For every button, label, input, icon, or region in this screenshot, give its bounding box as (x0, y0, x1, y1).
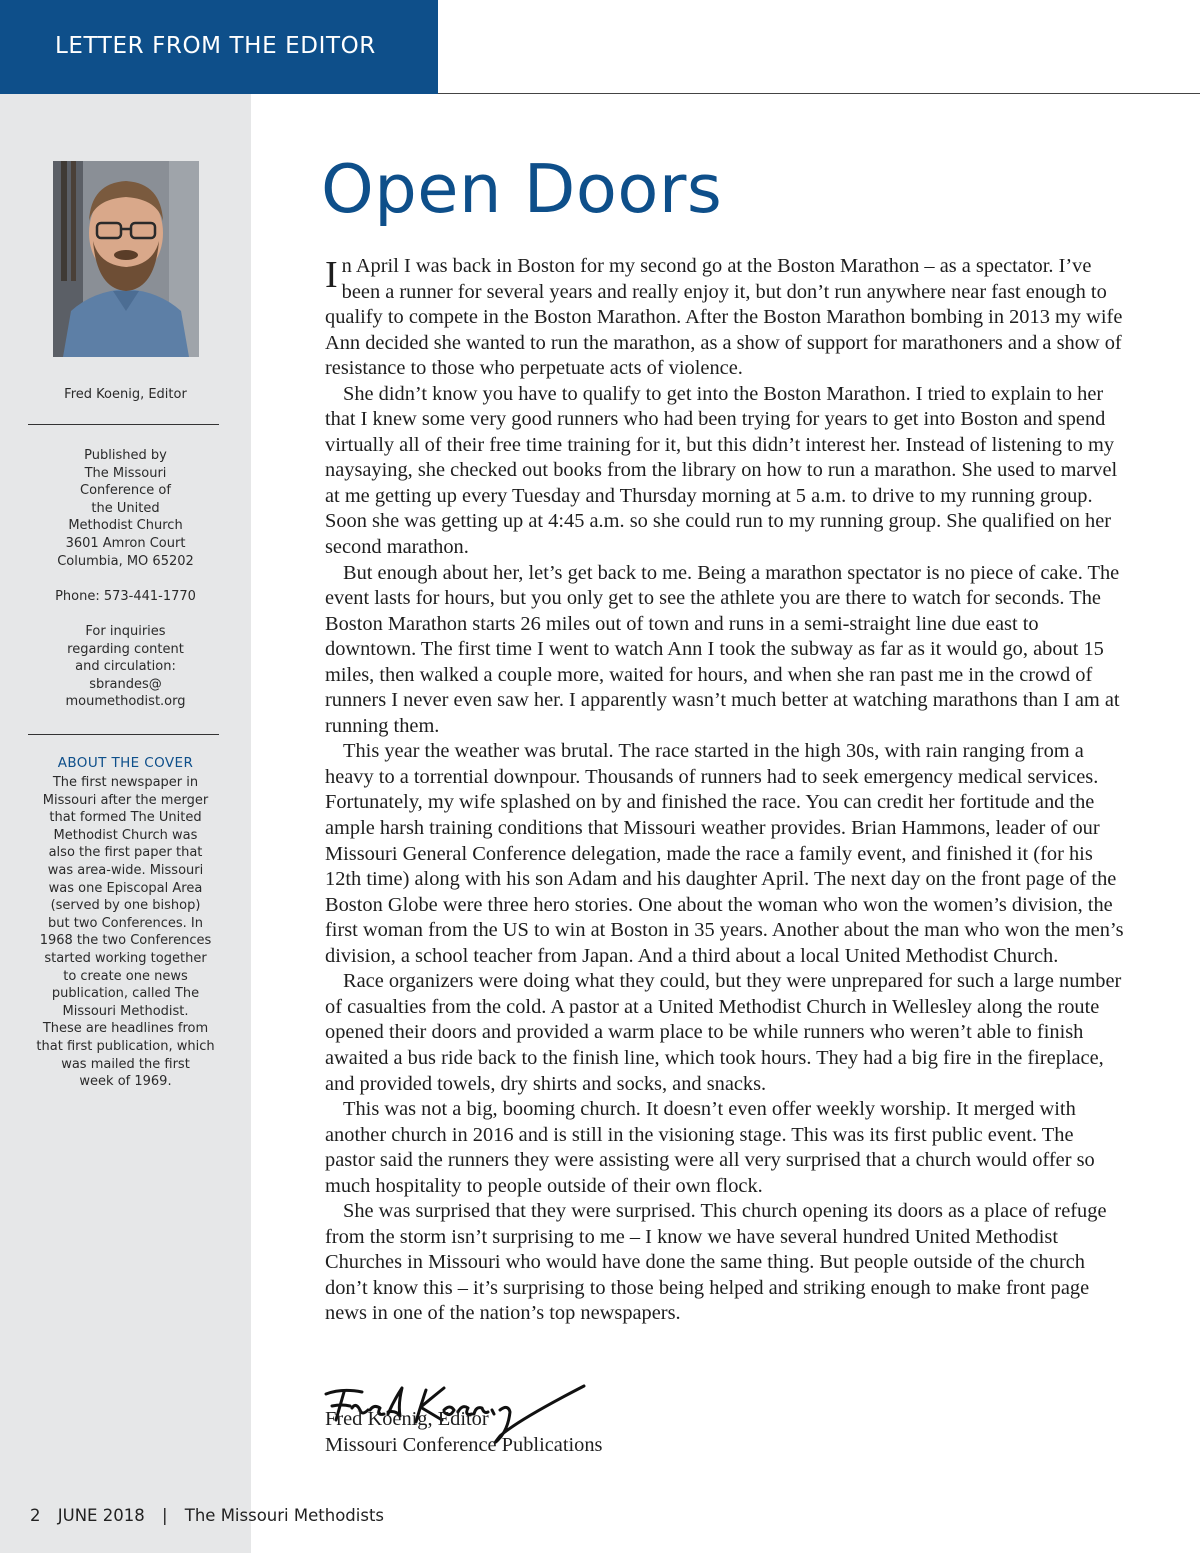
cover-line: also the first paper that (48, 845, 203, 861)
page-number: 2 (30, 1506, 41, 1525)
cover-line: that formed The United (49, 810, 202, 826)
cover-line: but two Conferences. In (48, 915, 203, 931)
cover-line: These are headlines from (42, 1021, 209, 1037)
inquiry-email-line: moumethodist.org (65, 694, 186, 710)
publisher-line: Methodist Church (68, 518, 183, 534)
phone-number: Phone: 573-441-1770 (55, 588, 196, 604)
cover-line: Methodist Church was (53, 827, 198, 843)
cover-line: started working together (44, 950, 207, 966)
article-body (325, 254, 1125, 1327)
header-rule (438, 93, 1200, 94)
article-paragraph: This was not a big, booming church. It doesn’t even offer weekly worship. It merged with another church in 2016 and is still in the visioning stage. This was its first public event. The pastor said the runners they were assisting were all very surprised that a church would offer so much hospitality to people outside of their own flock. (325, 1098, 1095, 1197)
publisher-line: Published by (84, 448, 167, 463)
inquiry-email-line: sbrandes@ (89, 676, 162, 692)
cover-line: The first newspaper in (52, 775, 199, 790)
section-header-band (0, 0, 438, 94)
cover-line: Missouri after the merger (42, 792, 209, 808)
article-paragraph: She was surprised that they were surprised. This church opening its doors as a place of refuge from the storm isn’t surprising to me – I know we have several hundred United Methodist Churches in Missouri who would have done the same thing. But people outside of the church don’t know this – it’s surprising to those being helped and striking enough to make front page news in one of the nation’s top newspapers. (325, 1200, 1107, 1325)
article-paragraph: Race organizers were doing what they could, but they were unprepared for such a large number of casualties from the cold. A pastor at a United Methodist Church in Wellesley along the route opened their doors and provided a warm place to be while runners who weren’t able to finish awaited a bus ride back to the finish line, which took hours. They had a big fire in the fireplace, and provided towels, dry shirts and socks, and snacks. (325, 970, 1122, 1095)
article-paragraph: This year the weather was brutal. The race started in the high 30s, with rain ranging from a heavy to a torrential downpour. Thousands of runners had to seek emergency medical services. Fortunately, my wife splashed on by and finished the race. You can credit her fortitude and the ample harsh training conditions that Missouri weather provides. Brian Hammons, leader of our Missouri General Conference delegation, made the race a family event, and finished it (for his 12th time) along with his son Adam and his daughter April. The next day on the front page of the Boston Globe were three hero stories. One about the woman who won the women’s division, the first woman from the US to win at Boston in 35 years. Another about the man who won the men’s division, a school teacher from Japan. And a third about a local United Methodist Church. (325, 740, 1124, 967)
inquiry-line: and circulation: (75, 659, 176, 675)
publication-name: The Missouri Methodists (184, 1506, 385, 1525)
section-label: LETTER FROM THE EDITOR (55, 33, 376, 59)
publisher-line: Columbia, MO 65202 (57, 553, 194, 569)
inquiry-line: For inquiries (85, 623, 166, 639)
issue-date: JUNE 2018 (57, 1506, 145, 1525)
article-paragraph (325, 254, 1125, 382)
cover-line: to create one news (63, 968, 188, 984)
cover-line: Missouri Methodist. (62, 1003, 189, 1019)
page-footer (30, 1506, 396, 1525)
cover-line: was mailed the first (61, 1056, 190, 1072)
publisher-line: the United (91, 500, 160, 516)
cover-line: (served by one bishop) (50, 898, 201, 914)
cover-line: 1968 the two Conferences (39, 933, 212, 949)
sidebar-divider (28, 424, 219, 425)
inquiry-line: regarding content (67, 641, 184, 657)
article-paragraph: But enough about her, let’s get back to me. Being a marathon spectator is no piece of cake. The event lasts for hours, but you only get to see the athlete you are there to watch for seconds. The Boston Marathon starts 26 miles out of town and runs in a semi-straight line due east to downtown. The first time I went to watch Ann I took the subway as far as it would go, about 15 miles, then walked a couple more, waited for hours, and when she ran past me in the crowd of runners I never even saw her. I apparently wasn’t much better at watching marathons than I am at running them. (325, 561, 1120, 737)
cover-line: was area-wide. Missouri (47, 862, 204, 878)
cover-line: week of 1969. (79, 1074, 172, 1090)
photo-caption: Fred Koenig, Editor (64, 387, 187, 402)
footer-separator: | (161, 1506, 168, 1525)
publisher-line: 3601 Amron Court (65, 535, 186, 551)
editor-photo (53, 161, 199, 357)
editor-portrait-image (53, 161, 199, 357)
sidebar-divider (28, 734, 219, 735)
signoff-name: Fred Koenig, Editor (325, 1408, 489, 1430)
publisher-line: The Missouri (84, 465, 167, 481)
article-title: Open Doors (321, 150, 723, 228)
about-cover-text (22, 774, 229, 1091)
publisher-line: Conference of (80, 483, 171, 499)
publisher-info (22, 447, 229, 711)
cover-line: publication, called The (51, 986, 200, 1002)
article-paragraph: She didn’t know you have to qualify to get into the Boston Marathon. I tried to explain to her that I knew some very good runners who had been trying for years to get into Boston and spend virtually all of their free time training for it, but this didn’t interest her. Instead of listening to my naysaying, she checked out books from the library on how to run a marathon. She used to marvel at me getting up every Tuesday and Thursday morning at 5 a.m. to drive to my running group. Soon she was getting up at 4:45 a.m. so she could run to my running group. She qualified on her second marathon. (325, 382, 1118, 559)
signoff-organization: Missouri Conference Publications (325, 1434, 603, 1456)
cover-line: that first publication, which (36, 1038, 215, 1054)
about-cover-heading: ABOUT THE COVER (57, 755, 194, 771)
drop-cap: I (325, 254, 338, 296)
first-paragraph-text: n April I was back in Boston for my second go at the Boston Marathon – as a spectator. I’ve been a runner for several years and really enjoy it, but don’t run anywhere near fast enough to qualify to compete in the Boston Marathon. After the Boston Marathon bombing in 2013 my wife Ann decided she wanted to run the marathon, as a show of support for marathoners and a show of resistance to those who perpetuate acts of violence. (325, 255, 1123, 380)
cover-line: was one Episcopal Area (48, 880, 203, 896)
